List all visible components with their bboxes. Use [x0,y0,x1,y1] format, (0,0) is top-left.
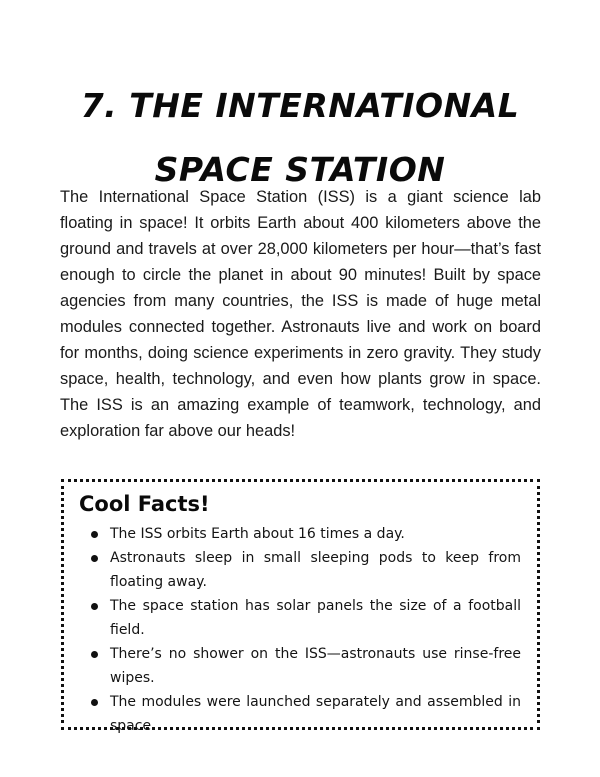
fact-item [110,546,525,594]
page-title: 7. THE INTERNATIONAL SPACE STATION [80,86,520,190]
bullet-icon [91,651,98,658]
fact-item [110,690,525,738]
intro-paragraph: The International Space Station (ISS) is a giant science lab floating in space! It orbits Earth about 400 kilometers above the ground and travels at over 28,000 kilometers per hour—that’s fast enough to circle the planet in about 90 minutes! Built by space agencies from many countries, the ISS is made of huge metal modules connected together. Astronauts live and work on board for months, doing science experiments in zero gravity. They study space, health, technology, and even how plants grow in space. The ISS is an amazing example of teamwork, technology, and exploration far above our heads! [60,188,541,440]
fact-item [110,594,525,642]
fact-text: Astronauts sleep in small sleeping pods to keep from floating away. [110,550,521,590]
fact-text: The ISS orbits Earth about 16 times a day. [110,526,405,542]
fact-text: There’s no shower on the ISS—astronauts use rinse-free wipes. [110,646,521,686]
cool-facts-box [61,479,540,734]
fact-item [110,642,525,690]
cool-facts-heading: Cool Facts! [79,492,210,516]
bullet-icon [91,699,98,706]
bullet-icon [91,531,98,538]
fact-text: The space station has solar panels the size of a football field. [110,598,521,638]
fact-item [110,522,525,546]
bullet-icon [91,555,98,562]
cool-facts-list [76,522,525,738]
fact-text: The modules were launched separately and assembled in space. [110,694,521,734]
bullet-icon [91,603,98,610]
